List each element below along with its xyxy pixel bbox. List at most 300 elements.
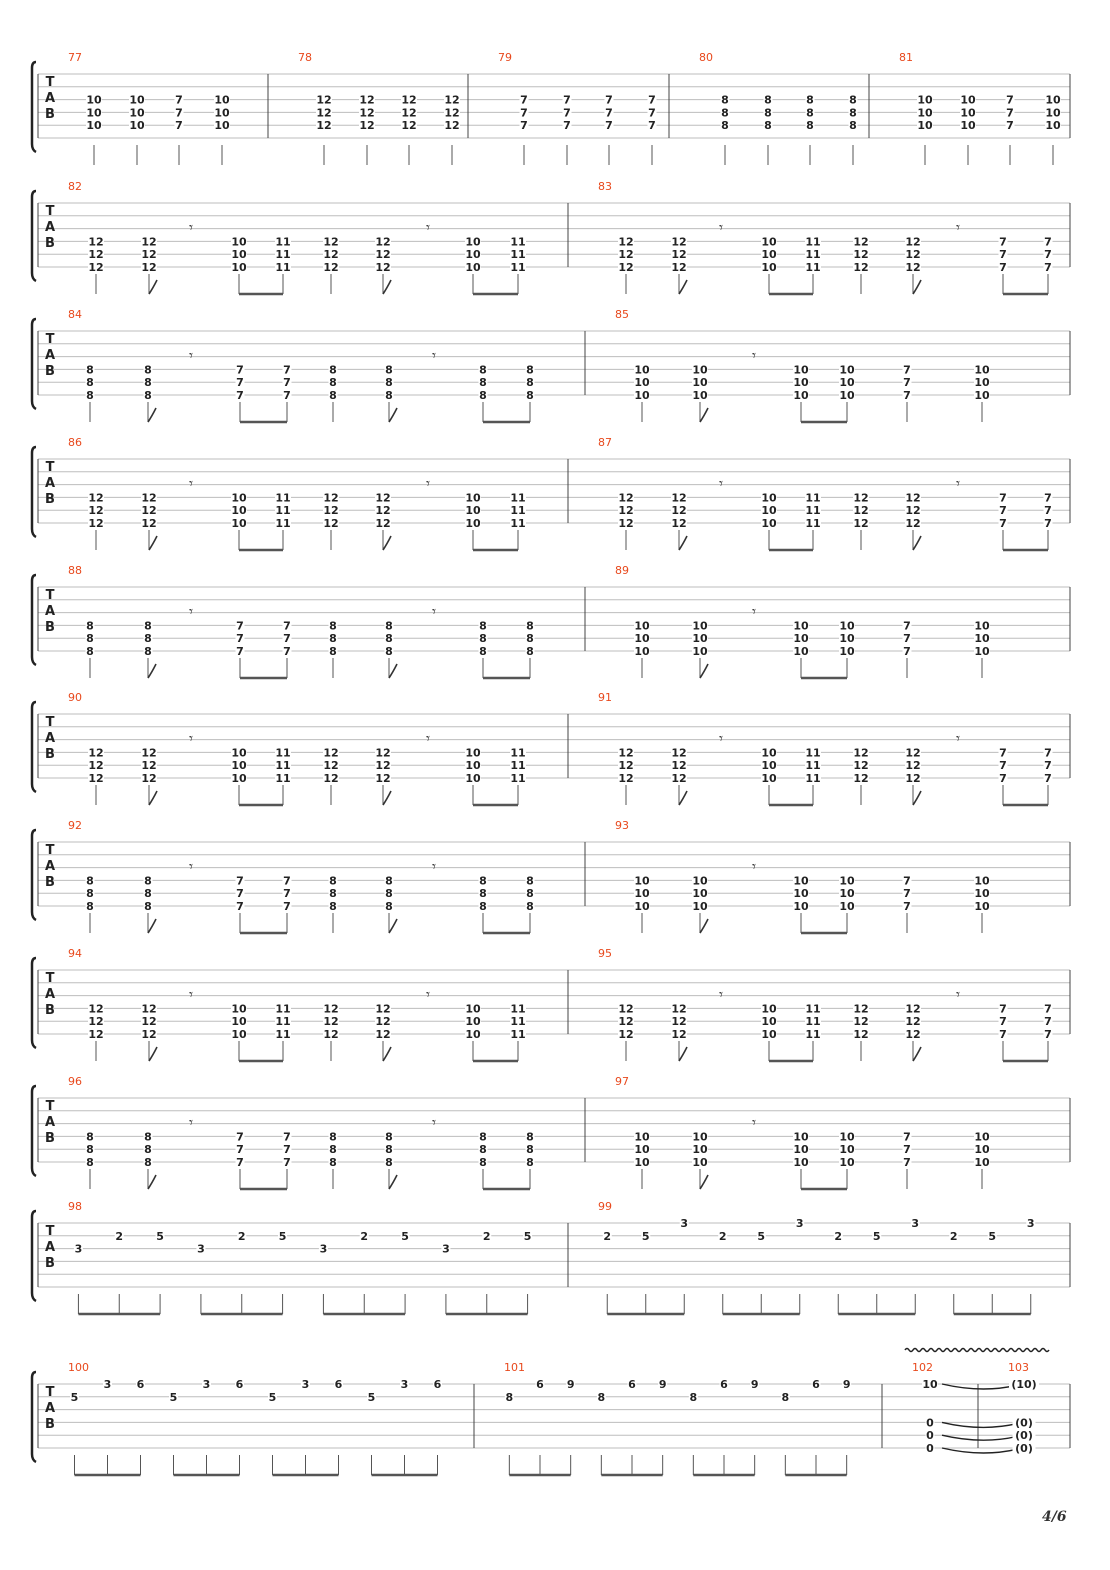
fret-number: 12: [905, 248, 921, 262]
eighth-rest: 𝄾: [426, 218, 430, 237]
fret-number: 12: [618, 746, 634, 760]
fret-number: 12: [375, 1002, 391, 1016]
fret-number: 10: [839, 900, 855, 913]
measure-number: 78: [298, 51, 312, 64]
fret-number: 8: [526, 632, 534, 646]
fret-number: 12: [853, 772, 869, 785]
fret-number: 12: [671, 248, 687, 262]
fret-number: 10: [839, 1156, 855, 1169]
fret-number: 10: [793, 389, 809, 402]
fret-number: 3: [680, 1217, 689, 1230]
fret-number: 12: [853, 1002, 869, 1016]
fret-number: 7: [1044, 1015, 1052, 1029]
measure-number: 95: [598, 947, 612, 960]
fret-number: 8: [144, 645, 152, 658]
fret-number: 7: [903, 376, 911, 390]
fret-number: 10: [465, 517, 481, 530]
note-flag: [700, 664, 708, 678]
fret-number: 10: [465, 1028, 481, 1041]
eighth-rest: 𝄾: [189, 218, 193, 237]
fret-number: 12: [88, 1002, 104, 1016]
fret-number: 10: [129, 106, 145, 120]
fret-number: 10: [692, 376, 708, 390]
fret-number: 12: [88, 491, 104, 505]
fret-number: 10: [86, 119, 102, 133]
measure-number: 91: [598, 691, 612, 704]
fret-number: 10: [839, 874, 855, 888]
fret-number: 12: [618, 504, 634, 518]
fret-number: 12: [853, 248, 869, 262]
fret-number: 12: [375, 491, 391, 505]
fret-number: 12: [853, 746, 869, 760]
fret-number: 10: [793, 645, 809, 658]
fret-number: 7: [1044, 248, 1052, 262]
fret-number: 10: [793, 874, 809, 888]
fret-number: 8: [385, 887, 393, 901]
fret-number: 10: [839, 389, 855, 402]
fret-number: 7: [283, 645, 291, 658]
fret-number: 10: [839, 363, 855, 377]
fret-number: 12: [323, 517, 339, 530]
fret-number: 8: [806, 119, 814, 133]
fret-number: 8: [86, 874, 94, 888]
tab-clef-letter: T: [45, 204, 55, 219]
fret-number: 8: [385, 874, 393, 888]
fret-number: 10: [974, 645, 990, 658]
tie-arc: [942, 1435, 1022, 1440]
fret-number: 10: [465, 248, 481, 262]
fret-number: 8: [86, 1143, 94, 1157]
fret-number: 12: [671, 261, 687, 274]
fret-number: 11: [275, 261, 291, 274]
tab-system: [32, 51, 1070, 165]
fret-number: 12: [671, 1015, 687, 1029]
fret-number: 8: [385, 1156, 393, 1169]
fret-number: 11: [275, 235, 291, 249]
fret-number: 12: [905, 759, 921, 773]
fret-number: 8: [86, 389, 94, 402]
fret-number: 7: [1006, 93, 1014, 107]
fret-number: 8: [597, 1390, 606, 1404]
fret-number: 8: [806, 106, 814, 120]
fret-number: 8: [385, 632, 393, 646]
fret-number: 10: [793, 632, 809, 646]
fret-number: 7: [903, 887, 911, 901]
fret-number: 10: [839, 632, 855, 646]
tab-clef-letter: A: [44, 1240, 56, 1255]
fret-number: 10: [634, 363, 650, 377]
measure-number: 102: [912, 1361, 933, 1374]
fret-number: 10: [960, 119, 976, 133]
fret-number: 8: [385, 1130, 393, 1144]
tab-clef-letter: T: [45, 843, 55, 858]
fret-number: 10: [793, 619, 809, 633]
fret-number: 5: [278, 1229, 287, 1243]
fret-number: 7: [563, 106, 571, 120]
fret-number: 2: [603, 1229, 612, 1243]
fret-number: 8: [526, 376, 534, 390]
fret-number: 2: [718, 1229, 727, 1243]
tab-clef-letter: T: [45, 460, 55, 475]
system-bracket: [32, 62, 36, 152]
fret-number: 8: [86, 887, 94, 901]
fret-number: 8: [479, 376, 487, 390]
fret-number: 0: [926, 1429, 934, 1443]
fret-number: 12: [671, 759, 687, 773]
fret-number: 5: [523, 1229, 532, 1243]
fret-number: 7: [648, 93, 656, 107]
fret-number: 10: [793, 887, 809, 901]
fret-number: 10: [86, 106, 102, 120]
note-flag: [679, 536, 687, 550]
fret-number: 2: [834, 1229, 843, 1243]
system-bracket: [32, 958, 36, 1048]
fret-number: 12: [323, 1002, 339, 1016]
fret-number: 8: [526, 363, 534, 377]
note-flag: [679, 280, 687, 294]
fret-number: 10: [761, 491, 777, 505]
fret-number: 2: [115, 1229, 124, 1243]
fret-number: 8: [479, 1143, 487, 1157]
fret-number: 10: [465, 504, 481, 518]
measure-number: 93: [615, 819, 629, 832]
fret-number: 2: [482, 1229, 491, 1243]
fret-number: 8: [329, 1143, 337, 1157]
eighth-rest: 𝄾: [426, 985, 430, 1004]
fret-number: 10: [960, 106, 976, 120]
fret-number: 8: [144, 887, 152, 901]
fret-number: 10: [231, 235, 247, 249]
fret-number: 3: [442, 1242, 450, 1256]
fret-number: 10: [692, 1156, 708, 1169]
vibrato-mark: [905, 1349, 1049, 1352]
fret-number: 8: [329, 900, 337, 913]
fret-number: 12: [141, 1028, 157, 1041]
fret-number: 10: [634, 874, 650, 888]
fret-number: 12: [618, 1015, 634, 1029]
fret-number: 7: [1044, 261, 1052, 274]
fret-number: 7: [648, 106, 656, 120]
fret-number: 8: [721, 119, 729, 133]
fret-number: 11: [275, 1028, 291, 1041]
fret-number: 12: [323, 261, 339, 274]
fret-number: 12: [905, 1015, 921, 1029]
fret-number: 7: [520, 106, 528, 120]
fret-number: 0: [926, 1416, 934, 1430]
fret-number: 2: [237, 1229, 246, 1243]
system-bracket: [32, 447, 36, 537]
fret-number: 12: [671, 772, 687, 785]
fret-number: 7: [1044, 1028, 1052, 1041]
fret-number: 8: [479, 1130, 487, 1144]
tab-clef-letter: T: [45, 1385, 55, 1400]
note-flag: [148, 919, 156, 933]
note-flag: [383, 280, 391, 294]
fret-number: 6: [720, 1378, 728, 1391]
fret-number: 12: [141, 1015, 157, 1029]
system-bracket: [32, 319, 36, 409]
measure-number: 80: [699, 51, 713, 64]
fret-number: 8: [764, 93, 772, 107]
fret-number: 3: [1026, 1217, 1035, 1230]
fret-number: 8: [385, 389, 393, 402]
system-bracket: [32, 702, 36, 792]
fret-number: 11: [805, 491, 821, 505]
tab-clef-letter: B: [45, 1256, 55, 1271]
fret-number: 7: [283, 900, 291, 913]
fret-number: 8: [86, 1156, 94, 1169]
fret-number: 11: [805, 759, 821, 773]
fret-number: 10: [214, 119, 230, 133]
fret-number: 5: [872, 1229, 881, 1243]
fret-number: 12: [141, 517, 157, 530]
fret-number: 8: [86, 645, 94, 658]
fret-number: 10: [974, 900, 990, 913]
fret-number: 10: [793, 1130, 809, 1144]
fret-number: 10: [974, 389, 990, 402]
fret-number: 8: [526, 389, 534, 402]
eighth-rest: 𝄾: [426, 729, 430, 748]
fret-number: 8: [479, 632, 487, 646]
fret-number: 3: [202, 1378, 211, 1391]
fret-number: 8: [526, 1130, 534, 1144]
fret-number: 7: [520, 119, 528, 133]
fret-number: 10: [974, 619, 990, 633]
eighth-rest: 𝄾: [719, 985, 723, 1004]
note-flag: [149, 536, 157, 550]
fret-number: 7: [236, 1130, 244, 1144]
tab-clef-letter: B: [45, 1003, 55, 1018]
fret-number: 10: [634, 900, 650, 913]
fret-number: 7: [999, 1015, 1007, 1029]
measure-number: 103: [1008, 1361, 1029, 1374]
eighth-rest: 𝄾: [189, 474, 193, 493]
fret-number: 6: [628, 1378, 636, 1391]
fret-number: 10: [465, 746, 481, 760]
tab-system: [32, 819, 1070, 933]
eighth-rest: 𝄾: [752, 857, 756, 876]
eighth-rest: 𝄾: [189, 346, 193, 365]
tie-arc: [942, 1422, 1022, 1427]
measure-number: 89: [615, 564, 629, 577]
tab-clef-letter: B: [45, 364, 55, 379]
fret-number: 10: [839, 376, 855, 390]
fret-number: 5: [169, 1390, 178, 1404]
fret-number: 10: [231, 759, 247, 773]
fret-number: 8: [144, 1156, 152, 1169]
note-flag: [700, 1175, 708, 1189]
fret-number: 7: [236, 619, 244, 633]
fret-number: 11: [275, 248, 291, 262]
tab-clef-letter: B: [45, 875, 55, 890]
fret-number: 8: [385, 900, 393, 913]
system-bracket: [32, 1086, 36, 1176]
fret-number: 10: [692, 874, 708, 888]
fret-number: 8: [329, 363, 337, 377]
fret-number: 10: [974, 363, 990, 377]
eighth-rest: 𝄾: [719, 474, 723, 493]
fret-number: 7: [903, 632, 911, 646]
eighth-rest: 𝄾: [956, 985, 960, 1004]
fret-number: 3: [197, 1242, 205, 1256]
fret-number: 7: [283, 1156, 291, 1169]
measure-number: 90: [68, 691, 82, 704]
fret-number: (0): [1015, 1429, 1033, 1443]
fret-number: 7: [648, 119, 656, 133]
fret-number: 12: [618, 261, 634, 274]
fret-number: 7: [1044, 517, 1052, 530]
fret-number: 7: [1044, 491, 1052, 505]
fret-number: 8: [479, 874, 487, 888]
fret-number: 7: [283, 363, 291, 377]
fret-number: 10: [974, 1130, 990, 1144]
fret-number: 10: [634, 1156, 650, 1169]
fret-number: 11: [275, 1002, 291, 1016]
fret-number: 10: [692, 632, 708, 646]
fret-number: 7: [175, 106, 183, 120]
eighth-rest: 𝄾: [189, 857, 193, 876]
tab-clef-letter: A: [44, 1401, 56, 1416]
fret-number: 2: [360, 1229, 369, 1243]
tab-clef-letter: A: [44, 476, 56, 491]
fret-number: 12: [141, 1002, 157, 1016]
fret-number: 10: [839, 1143, 855, 1157]
fret-number: 12: [359, 119, 375, 133]
fret-number: 8: [86, 619, 94, 633]
fret-number: 7: [563, 119, 571, 133]
fret-number: 7: [520, 93, 528, 107]
measure-number: 94: [68, 947, 82, 960]
fret-number: 12: [905, 491, 921, 505]
fret-number: 10: [839, 645, 855, 658]
fret-number: 9: [750, 1378, 759, 1391]
fret-number: 8: [764, 106, 772, 120]
fret-number: 10: [692, 900, 708, 913]
fret-number: 10: [231, 1015, 247, 1029]
fret-number: 6: [536, 1378, 544, 1391]
fret-number: 10: [231, 248, 247, 262]
fret-number: 12: [618, 759, 634, 773]
fret-number: 7: [236, 645, 244, 658]
fret-number: 12: [905, 1002, 921, 1016]
fret-number: 7: [1044, 746, 1052, 760]
fret-number: 12: [905, 772, 921, 785]
fret-number: 7: [283, 376, 291, 390]
fret-number: 8: [806, 93, 814, 107]
note-flag: [383, 791, 391, 805]
tab-system: [32, 180, 1070, 294]
fret-number: 10: [129, 119, 145, 133]
tab-system: [32, 691, 1070, 805]
fret-number: 8: [479, 389, 487, 402]
measure-number: 83: [598, 180, 612, 193]
fret-number: 10: [634, 632, 650, 646]
fret-number: 10: [465, 491, 481, 505]
fret-number: 9: [658, 1378, 667, 1391]
note-flag: [679, 791, 687, 805]
fret-number: (0): [1015, 1416, 1033, 1430]
fret-number: 10: [917, 93, 933, 107]
fret-number: 11: [805, 261, 821, 274]
fret-number: 8: [689, 1390, 698, 1404]
fret-number: 11: [510, 517, 526, 530]
fret-number: 12: [671, 1028, 687, 1041]
note-flag: [149, 280, 157, 294]
fret-number: 12: [671, 1002, 687, 1016]
measure-number: 96: [68, 1075, 82, 1088]
fret-number: 11: [275, 517, 291, 530]
tab-clef-letter: A: [44, 604, 56, 619]
fret-number: 12: [618, 248, 634, 262]
tab-clef-letter: A: [44, 220, 56, 235]
fret-number: 11: [805, 235, 821, 249]
fret-number: 10: [761, 1028, 777, 1041]
fret-number: 3: [795, 1217, 804, 1230]
note-flag: [389, 1175, 397, 1189]
fret-number: 12: [359, 93, 375, 107]
fret-number: 10: [974, 887, 990, 901]
fret-number: 12: [88, 772, 104, 785]
fret-number: 12: [88, 248, 104, 262]
fret-number: 10: [974, 1156, 990, 1169]
fret-number: 12: [671, 235, 687, 249]
fret-number: 8: [329, 632, 337, 646]
fret-number: 7: [236, 874, 244, 888]
fret-number: 10: [692, 1143, 708, 1157]
fret-number: 11: [510, 1015, 526, 1029]
tie-arc: [942, 1448, 1022, 1453]
note-flag: [389, 408, 397, 422]
tab-clef-letter: B: [45, 1417, 55, 1432]
fret-number: 12: [375, 261, 391, 274]
fret-number: 5: [367, 1390, 376, 1404]
fret-number: 12: [323, 248, 339, 262]
fret-number: 11: [805, 772, 821, 785]
tab-clef-letter: T: [45, 1224, 55, 1239]
fret-number: 12: [444, 119, 460, 133]
fret-number: 7: [283, 887, 291, 901]
fret-number: 12: [853, 491, 869, 505]
fret-number: 11: [275, 491, 291, 505]
fret-number: 10: [692, 645, 708, 658]
measure-number: 81: [899, 51, 913, 64]
fret-number: 12: [671, 504, 687, 518]
fret-number: 8: [526, 874, 534, 888]
fret-number: 7: [605, 106, 613, 120]
fret-number: 5: [641, 1229, 650, 1243]
note-flag: [389, 664, 397, 678]
tab-clef-letter: A: [44, 348, 56, 363]
fret-number: 8: [329, 645, 337, 658]
fret-number: 10: [692, 389, 708, 402]
fret-number: 10: [917, 119, 933, 133]
fret-number: 10: [465, 772, 481, 785]
tab-clef-letter: T: [45, 971, 55, 986]
fret-number: 8: [144, 900, 152, 913]
fret-number: 7: [1006, 106, 1014, 120]
fret-number: 10: [922, 1378, 938, 1391]
fret-number: 7: [903, 1130, 911, 1144]
fret-number: 12: [88, 759, 104, 773]
fret-number: 7: [903, 363, 911, 377]
fret-number: 11: [805, 1028, 821, 1041]
fret-number: 8: [144, 632, 152, 646]
fret-number: 10: [761, 759, 777, 773]
fret-number: 10: [761, 248, 777, 262]
fret-number: 11: [805, 1002, 821, 1016]
note-flag: [389, 919, 397, 933]
measure-number: 77: [68, 51, 82, 64]
